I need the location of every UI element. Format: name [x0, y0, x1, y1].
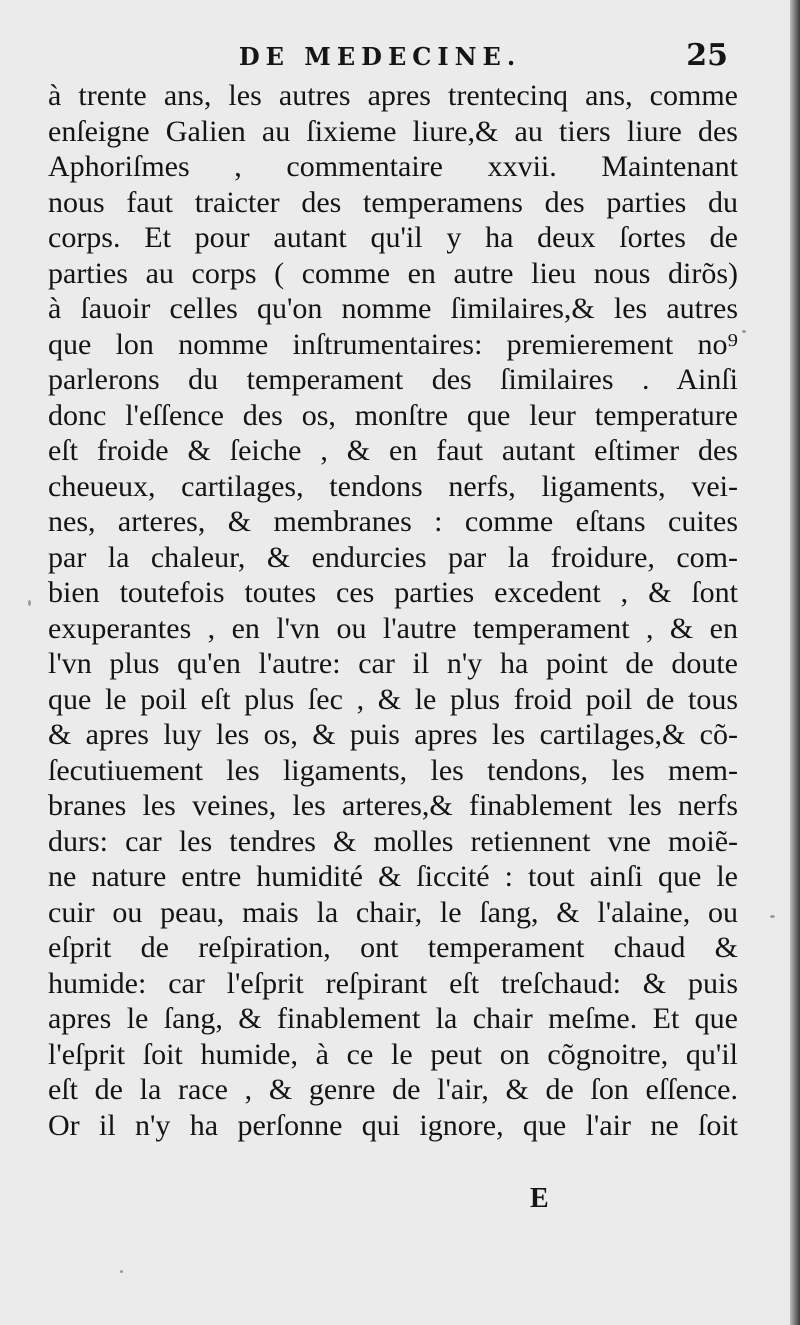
text-line: branes les veines, les arteres,& finablement les nerfs: [48, 789, 738, 822]
text-line: eſt froide & ſeiche , & en faut autant eſtimer des: [48, 434, 738, 467]
text-line: parlerons du temperament des ſimilaires . Ainſi: [48, 363, 738, 396]
text-line: corps. Et pour autant qu'il y ha deux ſortes de: [48, 221, 738, 254]
text-line: Or il n'y ha perſonne qui ignore, que l'air ne ſoit: [48, 1108, 738, 1142]
text-line: apres le ſang, & finablement la chair meſme. Et que: [48, 1002, 738, 1035]
text-line: cheueux, cartilages, tendons nerfs, ligaments, vei-: [48, 469, 738, 503]
text-line: à ſauoir celles qu'on nomme ſimilaires,& les autres: [48, 292, 738, 325]
text-line: exuperantes , en l'vn ou l'autre temperament , & en: [48, 611, 738, 645]
paper-speck: [28, 600, 31, 606]
text-line: donc l'eſſence des os, monſtre que leur temperature: [48, 398, 738, 432]
text-line: l'eſprit ſoit humide, à ce le peut on cõgnoitre, qu'il: [48, 1037, 738, 1071]
text-line: que lon nomme inſtrumentaires: premierement no⁹: [48, 327, 738, 361]
paper-speck: [742, 330, 746, 333]
text-line: ſecutiuement les ligaments, les tendons, les mem-: [48, 753, 738, 787]
text-line: cuir ou peau, mais la chair, le ſang, & l'alaine, ou: [48, 895, 738, 929]
page-edge-shadow: [790, 0, 800, 1325]
page-title: DE MEDECINE.: [238, 42, 522, 71]
text-line: à trente ans, les autres apres trentecinq ans, comme: [48, 79, 738, 112]
text-line: humide: car l'eſprit reſpirant eſt treſchaud: & puis: [48, 966, 738, 1000]
running-head: [0, 38, 790, 82]
page-number: 25: [686, 38, 728, 73]
text-line: & apres luy les os, & puis apres les cartilages,& cõ-: [48, 718, 738, 751]
signature-mark: E: [530, 1183, 549, 1214]
paper-speck: [770, 915, 775, 918]
text-line: durs: car les tendres & molles retiennent vne moiẽ-: [48, 824, 738, 858]
text-line: nes, arteres, & membranes : comme eſtans cuites: [48, 505, 738, 538]
text-line: nous faut traicter des temperamens des parties du: [48, 185, 738, 219]
text-line: bien toutefois toutes ces parties excedent , & ſont: [48, 576, 738, 609]
text-line: par la chaleur, & endurcies par la froidure, com-: [48, 540, 738, 574]
text-line: parties au corps ( comme en autre lieu nous dirõs): [48, 256, 738, 290]
text-line: eſprit de reſpiration, ont temperament chaud &: [48, 931, 738, 964]
paper-speck: [120, 1270, 123, 1273]
text-line: ne nature entre humidité & ſiccité : tout ainſi que le: [48, 860, 738, 893]
text-line: l'vn plus qu'en l'autre: car il n'y ha point de doute: [48, 647, 738, 680]
text-line: Aphoriſmes , commentaire xxvii. Maintenant: [48, 150, 738, 183]
text-line: enſeigne Galien au ſixieme liure,& au tiers liure des: [48, 114, 738, 148]
text-line: que le poil eſt plus ſec , & le plus froid poil de tous: [48, 682, 738, 716]
body-text: [48, 78, 738, 1143]
text-line: eſt de la race , & genre de l'air, & de ſon eſſence.: [48, 1073, 738, 1106]
